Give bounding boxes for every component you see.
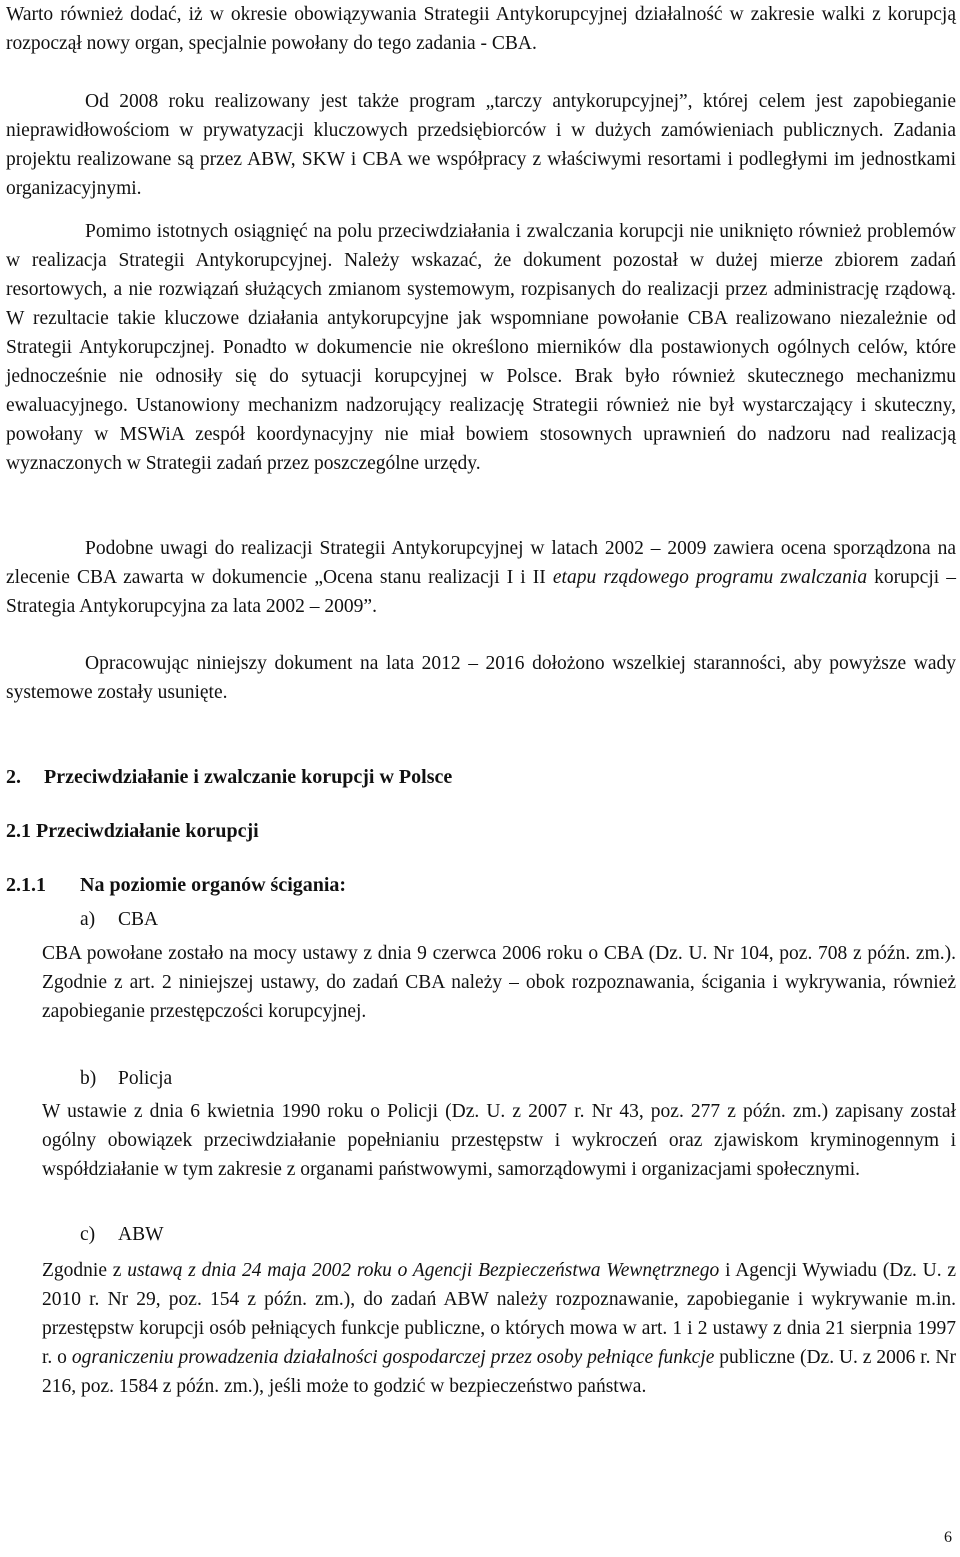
heading-section-2-1-1-title: Na poziomie organów ścigania: <box>80 874 347 896</box>
paragraph-anticorruption-shield: Od 2008 roku realizowany jest także program „tarczy antykorupcyjnej”, której celem jest zapobieganie nieprawidłowościom w prywatyzacji kluczowych przedsiębiorców i w dużych zamówieniach publicznych. Zadania projektu realizowane są przez ABW, SKW i CBA we współpracy z właściwymi resortami i podległymi im jednostkami organizacyjnymi. <box>6 91 956 199</box>
list-item-c-label: c) <box>80 1224 96 1245</box>
list-item-a <box>80 905 158 934</box>
paragraph-abw-text-1: Zgodnie z <box>42 1260 128 1281</box>
heading-section-2-1-1-number: 2.1.1 <box>6 874 46 896</box>
paragraph-cba-intro: Warto również dodać, iż w okresie obowiązywania Strategii Antykorupcyjnej działalność w zakresie walki z korupcją rozpoczął nowy organ, specjalnie powołany do tego zadania - CBA. <box>6 4 956 54</box>
list-item-b-title: Policja <box>118 1068 173 1089</box>
heading-section-2 <box>6 763 452 792</box>
heading-section-2-1-1 <box>6 871 346 900</box>
paragraph-assessment <box>6 534 956 621</box>
paragraph-strategy-problems: Pomimo istotnych osiągnięć na polu przeciwdziałania i zwalczania korupcji nie uniknięto również problemów w realizacja Strategii Antykorupcyjnej. Należy wskazać, że dokument pozostał w dużej mierze zbiorem zadań resortowych, a nie rozwiązań służących zmianom systemowym, rozpisanych do realizacji przez administrację rządową. W rezultacie takie kluczowe działania antykorupcyjne jak wspomniane powołanie CBA realizowano niezależnie od Strategii Antykorupczjnej. Ponadto w dokumencie nie określono mierników dla postawionych ogólnych celów, które jednocześnie nie odnosiły się do sytuacji korupcyjnej w Polsce. Brak było również skutecznego mechanizmu ewaluacyjnego. Ustanowiony mechanizm nadzorujący realizację Strategii również nie był wystarczający i skuteczny, powołany w MSWiA zespół koordynacyjny nie miał bowiem stosownych uprawnień do nadzoru nad realizacją wyznaczonych w Strategii zadań przez poszczególne urzędy. <box>6 221 956 474</box>
list-item-a-label: a) <box>80 909 96 930</box>
list-item-a-title: CBA <box>118 909 159 930</box>
paragraph-cba-law: CBA powołane zostało na mocy ustawy z dnia 9 czerwca 2006 roku o CBA (Dz. U. Nr 104, poz. 708 z późn. zm.). Zgodnie z art. 2 niniejszej ustawy, do zadań CBA należy – obok rozpoznawania, ścigania i wykrywania, również zapobieganie przestępczości korupcyjnej. <box>42 943 956 1022</box>
paragraph-abw-text-2: i Agencji Wywiadu (Dz. U. z 2010 r. Nr 29, poz. 154 z późn. zm.), do zadań ABW należy rozpoznawanie, zapobieganie i wykrywanie m.in. przestępstw korupcji osób pełniących funkcje publiczne, o których mowa w art. 1 i 2 ustawy z dnia 21 sierpnia 1997 r. o <box>42 1260 957 1368</box>
paragraph-assessment-text-b: korupcji – Strategia Antykorupcyjna za lata 2002 – 2009”. <box>6 567 957 617</box>
paragraph-abw-italic-1: ustawą z dnia 24 maja 2002 roku o Agencji Bezpieczeństwa Wewnętrznego <box>127 1260 720 1281</box>
paragraph-police-law: W ustawie z dnia 6 kwietnia 1990 roku o Policji (Dz. U. z 2007 r. Nr 43, poz. 277 z późn. zm.) zapisany został ogólny obowiązek przeciwdziałanie popełnianiu przestępstw i wykroczeń oraz zjawiskom kryminogennym i współdziałanie w tym zakresie z organami państwowymi, samorządowymi i organizacjami społecznymi. <box>42 1101 956 1180</box>
heading-section-2-1-title: Przeciwdziałanie korupcji <box>36 820 259 842</box>
paragraph-assessment-text-a: Podobne uwagi do realizacji Strategii Antykorupcyjnej w latach 2002 – 2009 zawiera ocena sporządzona na zlecenie CBA zawarta w dokumencie „Ocena stanu realizacji I i II <box>6 538 956 588</box>
list-item-c-title: ABW <box>118 1224 164 1245</box>
paragraph-document-care: Opracowując niniejszy dokument na lata 2012 – 2016 dołożono wszelkiej staranności, aby powyższe wady systemowe zostały usunięte. <box>6 653 956 703</box>
paragraph-abw-text-3: publiczne (Dz. U. z 2006 r. Nr 216, poz. 1584 z późn. zm.), jeśli może to godzić w bezpieczeństwo państwa. <box>42 1347 956 1397</box>
page-number: 6 <box>944 1529 952 1546</box>
list-item-b-label: b) <box>80 1068 97 1089</box>
list-item-c <box>80 1220 164 1249</box>
list-item-b <box>80 1064 172 1093</box>
paragraph-abw-italic-2: ograniczeniu prowadzenia działalności gospodarczej przez osoby pełniące funkcje <box>71 1347 715 1368</box>
paragraph-assessment-italic: etapu rządowego programu zwalczania <box>552 567 868 588</box>
heading-section-2-title: Przeciwdziałanie i zwalczanie korupcji w Polsce <box>44 766 453 788</box>
heading-section-2-1 <box>6 817 259 846</box>
paragraph-abw-law <box>42 1256 956 1401</box>
heading-section-2-number: 2. <box>6 766 21 788</box>
heading-section-2-1-number: 2.1 <box>6 820 31 842</box>
